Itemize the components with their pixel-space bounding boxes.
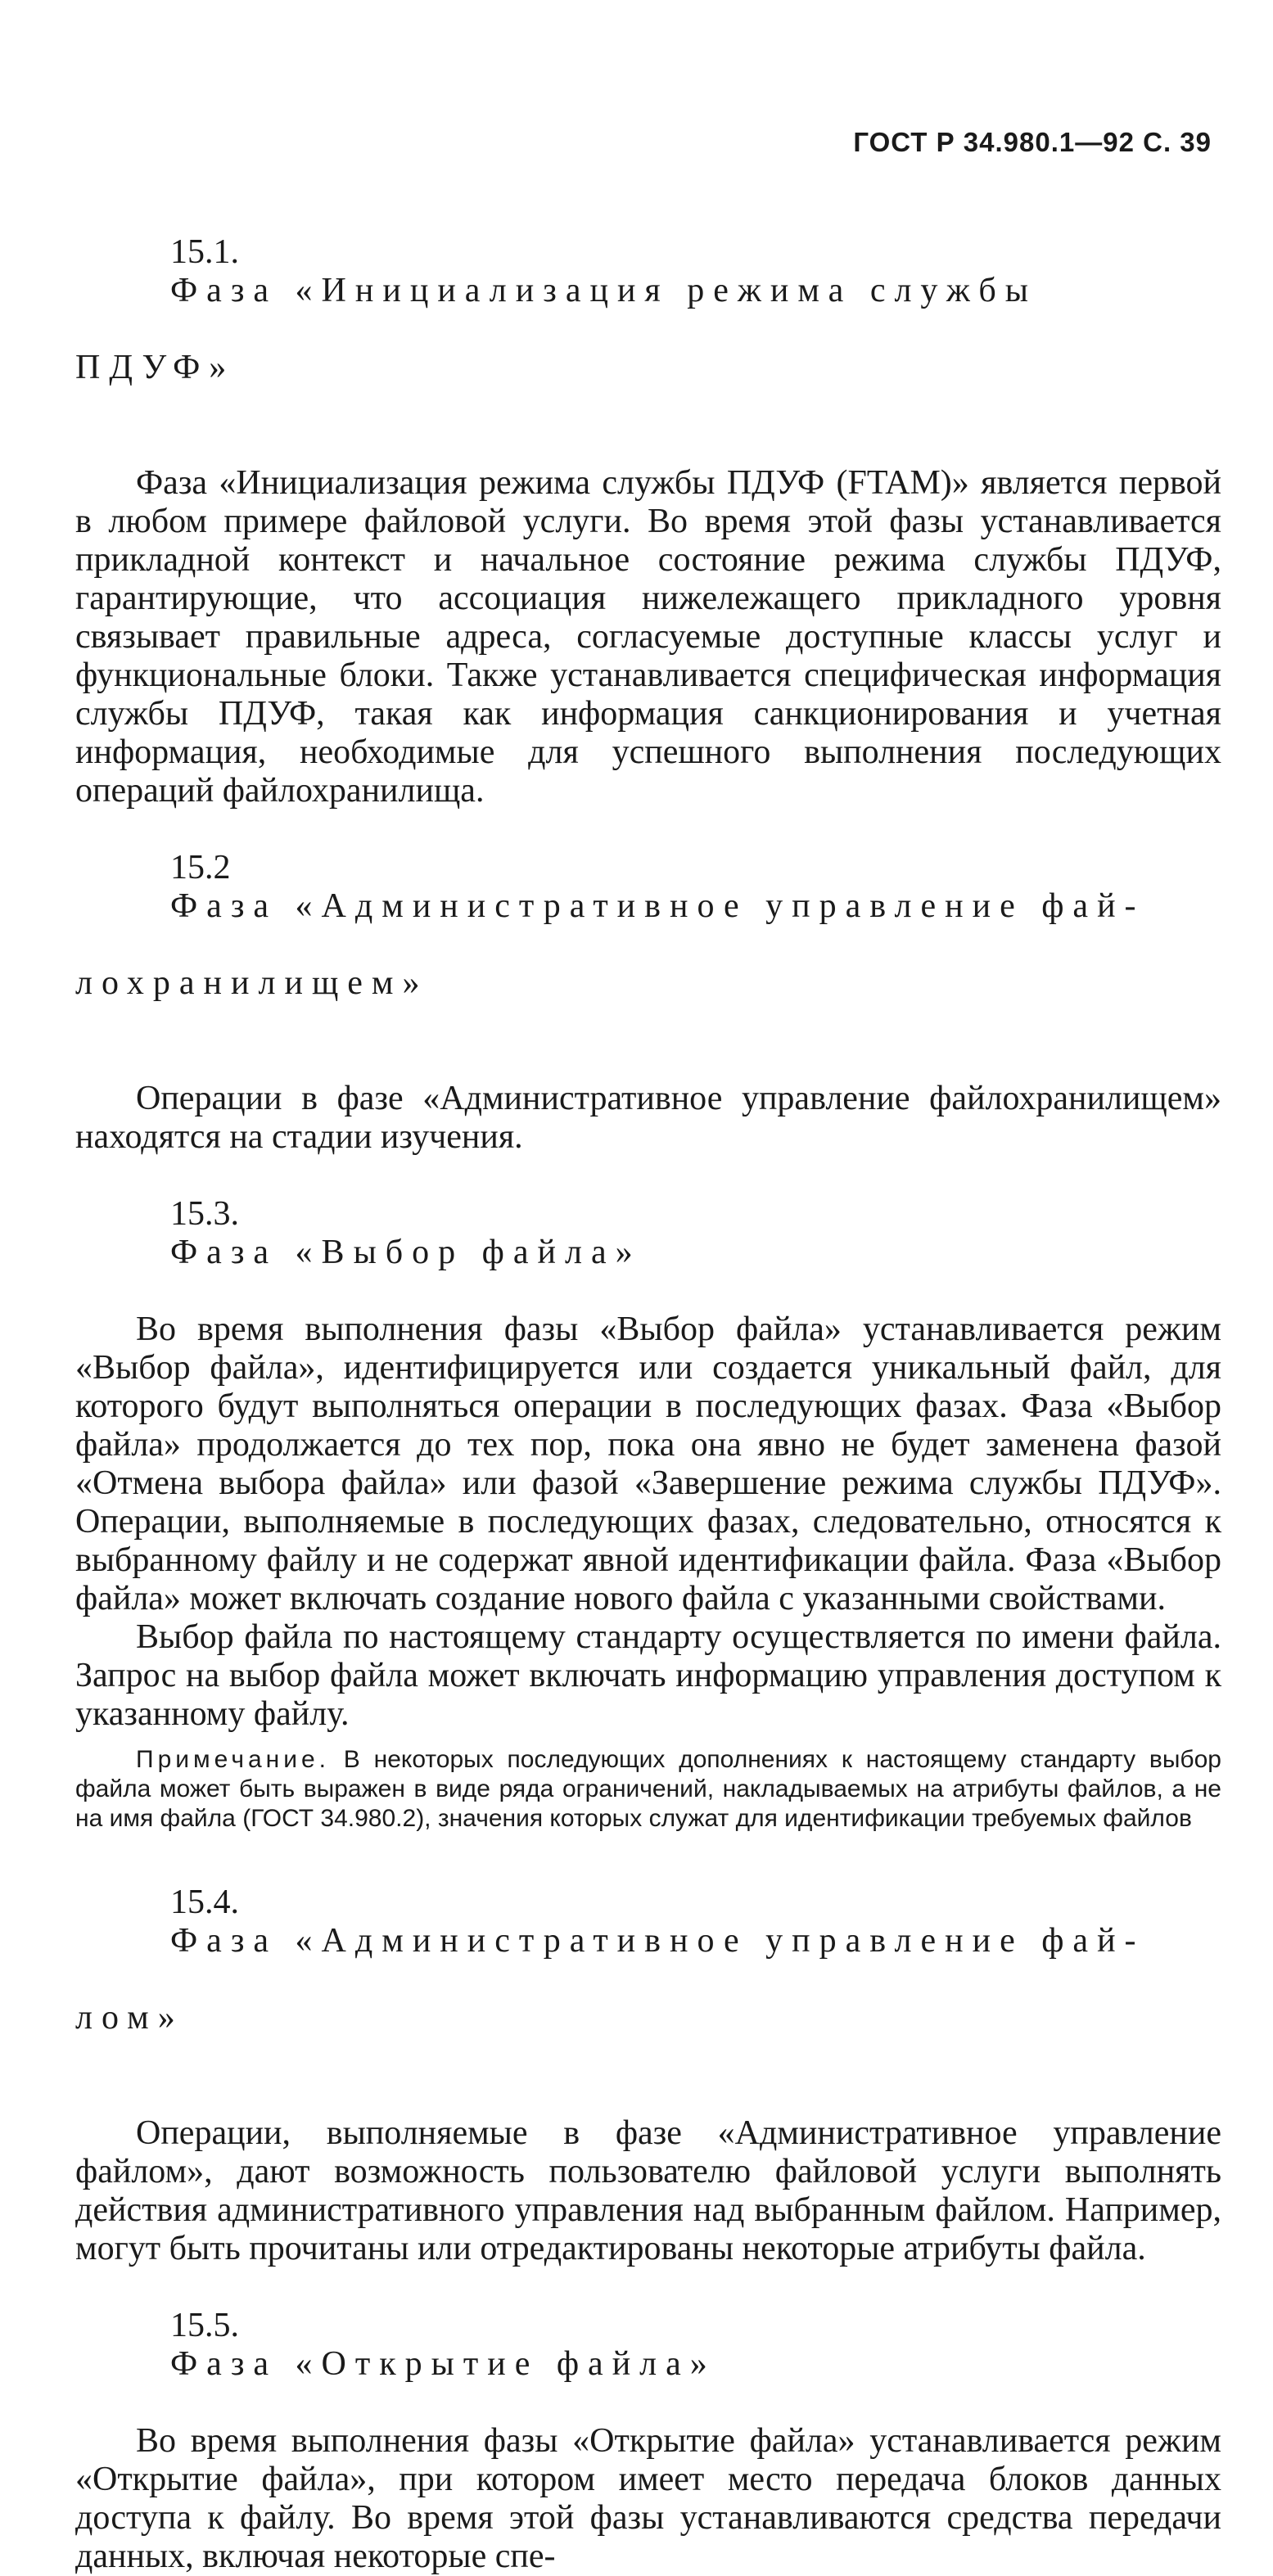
- section-number: 15.3.: [170, 1195, 239, 1233]
- section-title-continuation: лом»: [75, 1999, 184, 2037]
- note-text: В некоторых последующих дополнениях к настоящему стандарту выбор файла может быть выражен в виде ряда ограничений, накладываемых на атрибуты файлов, а не на имя файла (ГОСТ 34.980.2), значения которых служат для идентификации требуемых файлов: [75, 1746, 1221, 1832]
- section-heading-15-5: [75, 2268, 1221, 2422]
- section-heading-15-4: [75, 1845, 1221, 2114]
- section-title: Фаза «Выбор файла»: [170, 1234, 642, 1271]
- section-heading-15-3: [75, 1157, 1221, 1311]
- running-head: ГОСТ Р 34.980.1—92 С. 39: [853, 127, 1212, 157]
- section-title: Фаза «Административное управление фай-: [170, 887, 1145, 925]
- section-number: 15.5.: [170, 2307, 239, 2344]
- note-label: Примечание.: [136, 1746, 330, 1773]
- document-body: [75, 195, 1221, 2576]
- section-title-continuation: ПДУФ»: [75, 349, 236, 386]
- paragraph: Фаза «Инициализация режима службы ПДУФ (FTAM)» является первой в любом примере файловой услуги. Во время этой фазы устанавливается прикладной контекст и начальное состояние режима службы ПДУФ, гарантирующие, что ассоциация нижележащего прикладного уровня связывает правильные адреса, согласуемые доступные классы услуг и функциональные блоки. Также устанавливается специфическая информация службы ПДУФ, такая как информация санкционирования и учетная информация, необходимые для успешного выполнения последующих операций файлохранилища.: [75, 464, 1221, 810]
- section-title: Фаза «Инициализация режима службы: [170, 272, 1037, 309]
- section-number: 15.2: [170, 849, 231, 886]
- paragraph: Выбор файла по настоящему стандарту осуществляется по имени файла. Запрос на выбор файла может включать информацию управления доступом к указанному файлу.: [75, 1618, 1221, 1733]
- section-number: 15.1.: [170, 233, 239, 271]
- section-title: Фаза «Административное управление фай-: [170, 1922, 1145, 1960]
- paragraph: Операции в фазе «Административное управление файлохранилищем» находятся на стадии изучения.: [75, 1080, 1221, 1156]
- paragraph: Операции, выполняемые в фазе «Административное управление файлом», дают возможность пользователю файловой услуги выполнять действия административного управления над выбранным файлом. Например, могут быть прочитаны или отредактированы некоторые атрибуты файла.: [75, 2114, 1221, 2267]
- section-heading-15-2: [75, 810, 1221, 1080]
- note: [75, 1745, 1221, 1834]
- section-title-continuation: лохранилищем»: [75, 964, 429, 1002]
- section-title: Фаза «Открытие файла»: [170, 2345, 716, 2383]
- section-heading-15-1: [75, 195, 1221, 464]
- paragraph: Во время выполнения фазы «Открытие файла» устанавливается режим «Открытие файла», при котором имеет место передача блоков данных доступа к файлу. Во время этой фазы устанавливаются средства передачи данных, включая некоторые спе-: [75, 2422, 1221, 2575]
- paragraph: Во время выполнения фазы «Выбор файла» устанавливается режим «Выбор файла», идентифицируется или создается уникальный файл, для которого будут выполняться операции в последующих фазах. Фаза «Выбор файла» продолжается до тех пор, пока она явно не будет заменена фазой «Отмена выбора файла» или фазой «Завершение режима службы ПДУФ». Операции, выполняемые в последующих фазах, следовательно, относятся к выбранному файлу и не содержат явной идентификации файла. Фаза «Выбор файла» может включать создание нового файла с указанными свойствами.: [75, 1311, 1221, 1617]
- section-number: 15.4.: [170, 1884, 239, 1921]
